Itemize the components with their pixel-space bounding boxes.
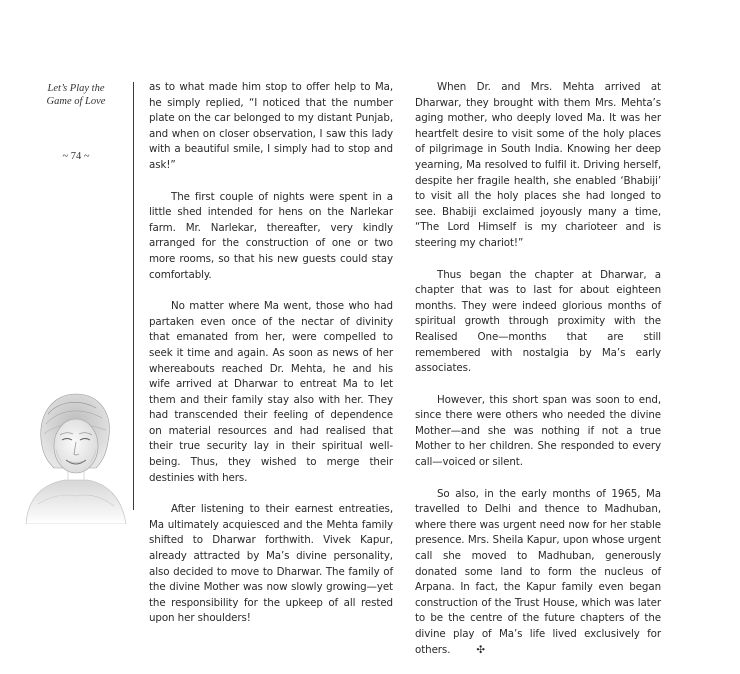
portrait-sketch-image bbox=[18, 384, 130, 524]
book-title-line-2: Game of Love bbox=[46, 96, 106, 107]
end-ornament-icon: ✣ bbox=[476, 643, 485, 656]
book-title-line-1: Let’s Play the bbox=[47, 83, 105, 94]
paragraph: However, this short span was soon to end, since there were others who needed the divine Mother—and she was nothing if not a true Mother to her children. She responded to every call—voiced or silent. bbox=[415, 393, 661, 469]
left-text-column bbox=[149, 80, 393, 643]
running-header bbox=[28, 82, 124, 162]
paragraph: No matter where Ma went, those who had partaken even once of the nectar of divinity that emanated from her, were compelled to seek it time and again. As soon as news of her whereabouts reached Dr. Mehta, he and his wife arrived at Dharwar to entreat Ma to let them and their family stay also with her. They had transcended their feeling of dependence on material resources and had realised that their true security lay in their spiritual well-being. Thus, they wished to merge their destinies with hers. bbox=[149, 300, 393, 484]
paragraph: Thus began the chapter at Dharwar, a chapter that was to last for about eighteen months. They were indeed glorious months of spiritual growth through proximity with the Realised One—months that are still remembered with nostalgia by Ma’s early associates. bbox=[415, 268, 661, 375]
paragraph: The first couple of nights were spent in a little shed intended for hens on the Narlekar farm. Mr. Narlekar, thereafter, very kindly arranged for the construction of one or two more rooms, so that his new guests could stay comfortably. bbox=[149, 190, 393, 281]
final-paragraph bbox=[415, 487, 661, 659]
paragraph: When Dr. and Mrs. Mehta arrived at Dharwar, they brought with them Mrs. Mehta’s aging mother, who deeply loved Ma. It was her heartfelt desire to visit some of the holy places of pilgrimage in South India. Knowing her deep yearning, Ma resolved to fulfil it. Driving herself, despite her fragile health, she enabled ‘Bhabiji’ to visit all the holy places she had longed to see. Bhabiji exclaimed joyously many a time, “The Lord Himself is my charioteer and is steering my chariot!” bbox=[415, 81, 661, 249]
right-text-column bbox=[415, 80, 661, 674]
paragraph: as to what made him stop to offer help to Ma, he simply replied, “I noticed that the number plate on the car belonged to my distant Punjab, and when on closer observation, I saw this lady with a beautiful smile, I simply had to stop and ask!” bbox=[149, 81, 393, 171]
paragraph-text: So also, in the early months of 1965, Ma travelled to Delhi and thence to Madhuban, where there was urgent need now for her stable presence. Mrs. Sheila Kapur, upon whose urgent call she moved to Madhuban, generously donated some land to form the nucleus of Arpana. In fact, the Kapur family even began construction of the Trust House, which was later to be the centre of the future chapters of the divine play of Ma’s life lived exclusively for others. bbox=[415, 487, 661, 656]
column-divider-rule bbox=[133, 82, 134, 510]
page-number: ~ 74 ~ bbox=[62, 151, 90, 162]
paragraph: After listening to their earnest entreaties, Ma ultimately acquiesced and the Mehta family shifted to Dharwar forthwith. Vivek Kapur, already attracted by Ma’s divine personality, also decided to move to Dharwar. The family of the divine Mother was now slowly growing—yet the responsibility for the upkeep of all rested upon her shoulders! bbox=[149, 503, 393, 625]
